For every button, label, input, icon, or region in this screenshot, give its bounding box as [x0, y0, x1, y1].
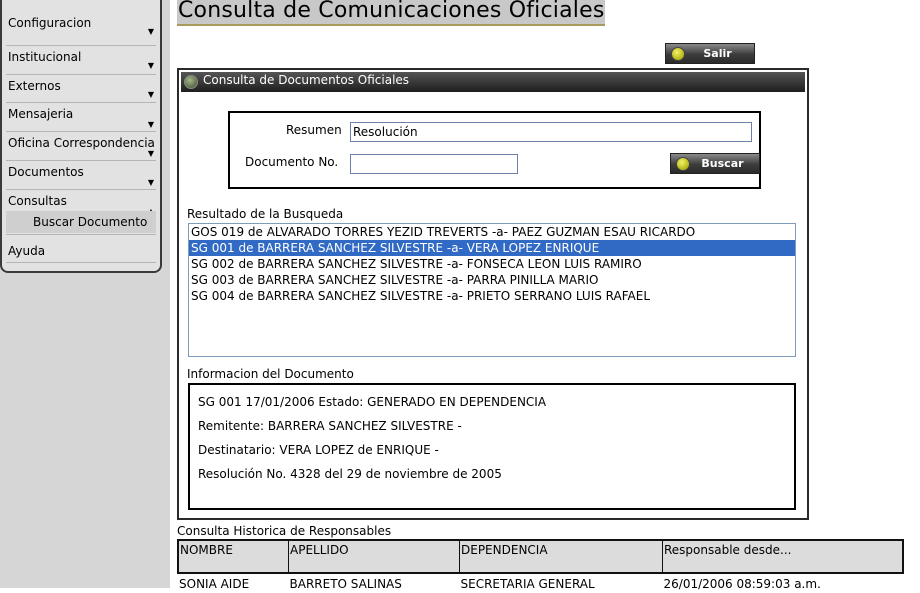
search-button-label: Buscar: [701, 157, 744, 170]
led-icon: [676, 157, 690, 171]
list-item[interactable]: GOS 019 de ALVARADO TORRES YEZID TREVERTS -a- PAEZ GUZMAN ESAU RICARDO: [191, 225, 696, 239]
menu-item-mensajeria[interactable]: [6, 103, 156, 132]
menu-item-externos[interactable]: [6, 75, 156, 103]
list-item[interactable]: SG 004 de BARRERA SANCHEZ SILVESTRE -a- PRIETO SERRANO LUIS RAFAEL: [191, 289, 651, 303]
chevron-down-icon: ▼: [147, 27, 154, 36]
column-header: APELLIDO: [289, 540, 460, 573]
page-title: Consulta de Comunicaciones Oficiales: [177, 0, 605, 26]
table-cell: SECRETARIA GENERAL: [460, 576, 595, 591]
results-label: Resultado de la Busqueda: [187, 207, 344, 221]
menu-item-label: Mensajeria: [8, 107, 74, 121]
exit-button[interactable]: [665, 43, 755, 64]
info-label: Informacion del Documento: [187, 367, 354, 381]
column-header: DEPENDENCIA: [460, 540, 663, 573]
exit-button-label: Salir: [703, 47, 732, 60]
info-line: Resolución No. 4328 del 29 de noviembre de 2005: [198, 467, 502, 481]
results-listbox[interactable]: [188, 223, 796, 357]
info-line: SG 001 17/01/2006 Estado: GENERADO EN DEPENDENCIA: [198, 395, 547, 409]
menu-item-label: Configuracion: [8, 16, 92, 30]
chevron-down-icon: ▼: [147, 61, 154, 70]
menu-item-oficina-correspondencia[interactable]: [6, 132, 156, 161]
menu-item-configuracion[interactable]: [6, 0, 156, 46]
menu-item-label: Institucional: [8, 50, 82, 64]
info-line: Remitente: BARRERA SANCHEZ SILVESTRE -: [198, 419, 462, 433]
search-button[interactable]: [670, 153, 760, 174]
documento-input[interactable]: [350, 154, 518, 174]
list-item[interactable]: SG 003 de BARRERA SANCHEZ SILVESTRE -a- PARRA PINILLA MARIO: [191, 273, 599, 287]
column-header: NOMBRE: [178, 540, 289, 573]
panel-title: Consulta de Documentos Oficiales: [203, 73, 410, 87]
table-row: [178, 573, 903, 593]
history-label: Consulta Historica de Responsables: [177, 524, 392, 538]
chevron-down-icon: ▼: [147, 120, 154, 129]
table-header-row: [178, 540, 903, 573]
led-icon: [671, 47, 685, 61]
search-form: [228, 111, 761, 189]
list-item-selected[interactable]: SG 001 de BARRERA SANCHEZ SILVESTRE -a- VERA LOPEZ ENRIQUE: [189, 240, 795, 256]
submenu-item-label: Buscar Documento: [33, 215, 148, 229]
chevron-down-icon: ▼: [147, 178, 154, 187]
menu-item-ayuda[interactable]: [6, 235, 156, 263]
documento-label: Documento No.: [245, 155, 339, 169]
menu-item-documentos[interactable]: [6, 161, 156, 190]
info-line: Destinatario: VERA LOPEZ de ENRIQUE -: [198, 443, 439, 457]
history-table: [177, 539, 904, 593]
menu-item-label: Oficina Correspondencia: [8, 136, 155, 150]
sidebar-menu: [0, 0, 162, 273]
menu-item-label: Documentos: [8, 165, 84, 179]
search-panel: [177, 68, 809, 520]
chevron-down-icon: ▼: [147, 90, 154, 99]
resumen-input[interactable]: [350, 122, 752, 142]
document-info-box: [188, 383, 796, 510]
table-cell: 26/01/2006 08:59:03 a.m.: [663, 576, 821, 591]
table-cell: BARRETO SALINAS: [289, 576, 402, 591]
submenu-item-buscar-documento[interactable]: [6, 211, 156, 233]
panel-header: [181, 72, 805, 92]
menu-item-label: Externos: [8, 79, 61, 93]
column-header: Responsable desde...: [663, 540, 904, 573]
chevron-down-icon: ▼: [147, 149, 154, 158]
list-item[interactable]: SG 002 de BARRERA SANCHEZ SILVESTRE -a- FONSECA LEON LUIS RAMIRO: [191, 257, 642, 271]
menu-item-label: Ayuda: [8, 244, 46, 258]
resumen-label: Resumen: [286, 123, 342, 137]
led-icon: [184, 75, 198, 89]
menu-item-label: Consultas: [8, 194, 67, 208]
table-cell: SONIA AIDE: [179, 576, 250, 591]
menu-item-institucional[interactable]: [6, 46, 156, 75]
